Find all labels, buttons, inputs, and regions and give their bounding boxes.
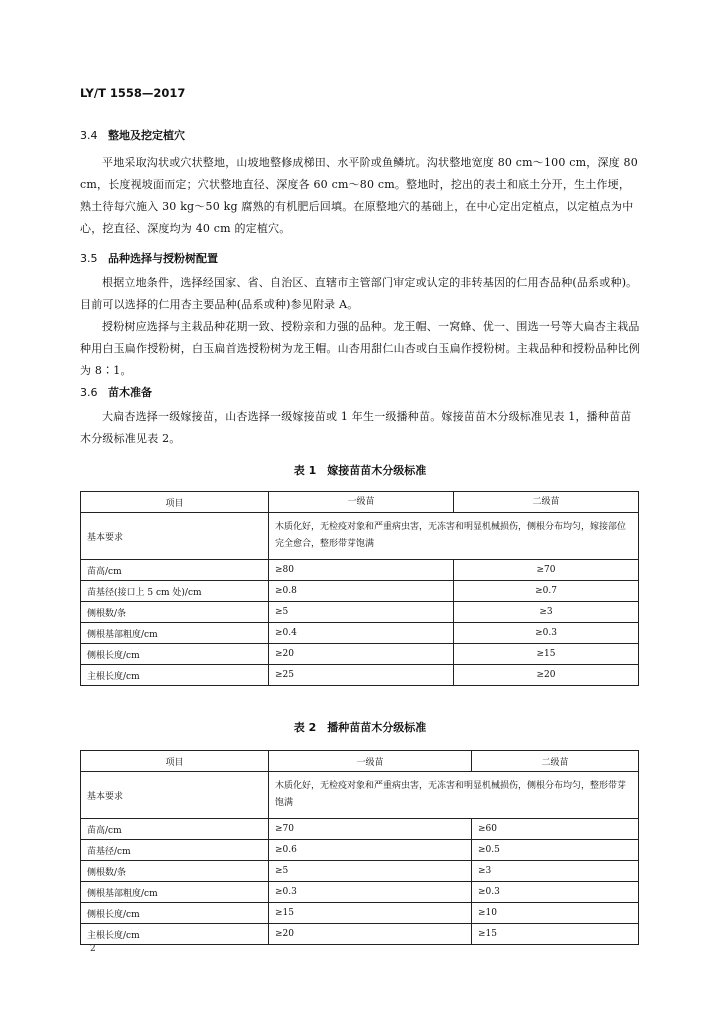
section-number: 3.5 bbox=[80, 252, 98, 265]
header-cell: 一级苗 bbox=[269, 492, 454, 512]
grade-2-value: ≥3 bbox=[454, 602, 639, 623]
row-label: 苗高/cm bbox=[81, 560, 269, 581]
grade-2-value: ≥15 bbox=[472, 924, 639, 945]
row-label: 侧根长度/cm bbox=[81, 644, 269, 665]
table-2 bbox=[80, 750, 639, 945]
row-label: 基本要求 bbox=[81, 513, 269, 560]
table-row bbox=[81, 560, 639, 581]
row-label: 苗高/cm bbox=[81, 819, 269, 840]
table-row bbox=[81, 665, 639, 686]
header-cell: 项目 bbox=[81, 492, 269, 513]
grade-1-value: ≥25 bbox=[269, 665, 454, 686]
grade-1-value: ≥70 bbox=[269, 819, 472, 840]
row-label: 侧根数/条 bbox=[81, 861, 269, 882]
grade-2-value: ≥15 bbox=[454, 644, 639, 665]
grade-2-value: ≥0.5 bbox=[472, 840, 639, 861]
grade-2-value: ≥0.3 bbox=[472, 882, 639, 903]
header-cell: 二级苗 bbox=[532, 497, 560, 507]
table-row-basic bbox=[81, 513, 639, 560]
header-cell: 二级苗 bbox=[472, 751, 639, 772]
section-number: 3.4 bbox=[80, 129, 98, 142]
table-row bbox=[81, 819, 639, 840]
row-label: 侧根数/条 bbox=[81, 602, 269, 623]
table-1-caption: 表 1 嫁接苗苗木分级标准 bbox=[293, 464, 427, 477]
grade-1-value: ≥15 bbox=[269, 903, 472, 924]
section-heading-3-5 bbox=[80, 250, 218, 266]
standard-code: LY/T 1558—2017 bbox=[80, 86, 186, 100]
grade-1-value: ≥0.8 bbox=[269, 581, 454, 602]
table-header-row bbox=[81, 492, 639, 513]
paragraph-3-4: 平地采取沟状或穴状整地，山坡地整修成梯田、水平阶或鱼鳞坑。沟状整地宽度 80 cm～100 cm，深度 80 cm，长度视坡面而定；穴状整地直径、深度各 60 cm～80 cm。整地时，挖出的表土和底土分开，生土作埂，熟土待每穴施入 30 kg～50 kg 腐熟的有机肥后回填。在原整地穴的基础上，在中心定出定植点，以定植点为中心，挖直径、深度均为 40 cm 的定植穴。 bbox=[80, 156, 638, 235]
table-row bbox=[81, 581, 639, 602]
row-label: 侧根基部粗度/cm bbox=[81, 623, 269, 644]
paragraph-3-5-a: 根据立地条件，选择经国家、省、自治区、直辖市主管部门审定或认定的非转基因的仁用杏品种(品系或种)。目前可以选择的仁用杏主要品种(品系或种)参见附录 A。 bbox=[80, 276, 638, 311]
grade-1-value: ≥5 bbox=[269, 861, 472, 882]
grade-2-value: ≥60 bbox=[472, 819, 639, 840]
row-label: 侧根长度/cm bbox=[81, 903, 269, 924]
table-row bbox=[81, 840, 639, 861]
section-heading-3-4 bbox=[80, 127, 185, 143]
row-label: 苗基径(接口上 5 cm 处)/cm bbox=[81, 581, 269, 602]
grade-1-value: ≥5 bbox=[269, 602, 454, 623]
table-row bbox=[81, 623, 639, 644]
paragraph-3-5-b: 授粉树应选择与主栽品种花期一致、授粉亲和力强的品种。龙王帽、一窝蜂、优一、围选一号等大扁杏主栽品种用白玉扁作授粉树，白玉扁首选授粉树为龙王帽。山杏用甜仁山杏或白玉扁作授粉树。主栽品种和授粉品种比例为 8∶1。 bbox=[80, 320, 640, 377]
grade-2-value: ≥20 bbox=[454, 665, 639, 686]
grade-2-value: ≥0.7 bbox=[454, 581, 639, 602]
table-row bbox=[81, 924, 639, 945]
header-cell: 一级苗 bbox=[269, 751, 472, 772]
row-label: 主根长度/cm bbox=[81, 924, 269, 945]
table-row bbox=[81, 644, 639, 665]
table-2-caption: 表 2 播种苗苗木分级标准 bbox=[293, 721, 427, 734]
section-title: 品种选择与授粉树配置 bbox=[108, 252, 218, 265]
table-row bbox=[81, 903, 639, 924]
basic-requirement: 木质化好，无检疫对象和严重病虫害，无冻害和明显机械损伤，侧根分布均匀，整形带芽饱满 bbox=[269, 772, 639, 819]
page-number: 2 bbox=[90, 944, 96, 954]
section-title: 整地及挖定植穴 bbox=[108, 129, 185, 142]
grade-1-value: ≥0.4 bbox=[269, 623, 454, 644]
row-label: 苗基径/cm bbox=[81, 840, 269, 861]
grade-1-value: ≥20 bbox=[269, 644, 454, 665]
table-row bbox=[81, 882, 639, 903]
row-label: 基本要求 bbox=[81, 772, 269, 819]
grade-1-value: ≥80 bbox=[269, 560, 454, 581]
grade-1-value: ≥20 bbox=[269, 924, 472, 945]
section-title: 苗木准备 bbox=[108, 386, 152, 399]
table-row-basic bbox=[81, 772, 639, 819]
grade-2-value: ≥3 bbox=[472, 861, 639, 882]
header-grades bbox=[269, 492, 639, 513]
grade-2-value: ≥0.3 bbox=[454, 623, 639, 644]
grade-2-value: ≥70 bbox=[454, 560, 639, 581]
table-row bbox=[81, 602, 639, 623]
section-heading-3-6 bbox=[80, 384, 152, 400]
basic-requirement: 木质化好，无检疫对象和严重病虫害，无冻害和明显机械损伤，侧根分布均匀，嫁接部位完全愈合，整形带芽饱满 bbox=[269, 513, 639, 560]
grade-1-value: ≥0.3 bbox=[269, 882, 472, 903]
row-label: 侧根基部粗度/cm bbox=[81, 882, 269, 903]
header-cell: 项目 bbox=[81, 751, 269, 772]
paragraph-3-6: 大扁杏选择一级嫁接苗，山杏选择一级嫁接苗或 1 年生一级播种苗。嫁接苗苗木分级标准见表 1，播种苗苗木分级标准见表 2。 bbox=[80, 410, 632, 445]
row-label: 主根长度/cm bbox=[81, 665, 269, 686]
table-row bbox=[81, 861, 639, 882]
table-header-row bbox=[81, 751, 639, 772]
grade-2-value: ≥10 bbox=[472, 903, 639, 924]
table-1 bbox=[80, 491, 639, 686]
grade-1-value: ≥0.6 bbox=[269, 840, 472, 861]
section-number: 3.6 bbox=[80, 386, 98, 399]
